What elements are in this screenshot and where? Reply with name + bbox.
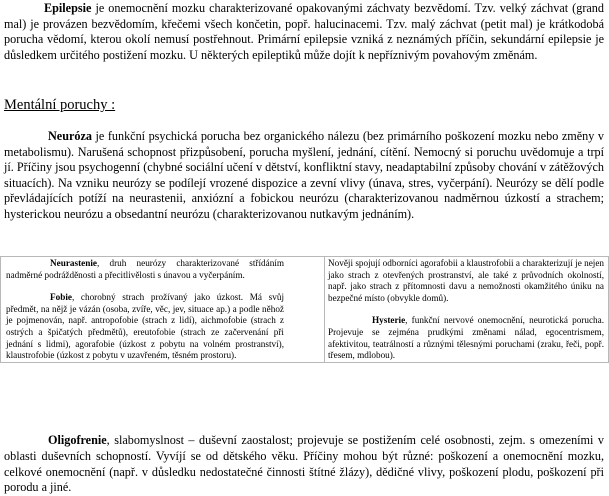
section-heading: Mentální poruchy : [4,97,116,113]
left-column [1,257,325,363]
paragraph-fobie [6,292,284,362]
paragraph-epilepsie [4,1,604,63]
oligofrenie-text: , slabomyslnost – duševní zaostalost; projevuje se postižením celé osobnosti, zejm. s omezeními v oblasti duševních schopností. Vyvíjí se od dětského věku. Příčiny mohou být různé: poškození a onemocnění mozku, celkové onemocnění (např. v důsledku nedostatečné činnosti štítné žlázy), dědičné vlivy, poškození plodu, poškození při porodu a jiné. [4,433,604,495]
two-column-table [0,256,609,363]
epilepsie-text: je onemocnění mozku charakterizované opakovanými záchvaty bezvědomí. Tzv. velký záchvat (grand mal) je provázen bezvědomím, křečemi všech končetin, popř. halucinacemi. Tzv. malý záchvat (petit mal) je krátkodobá porucha vědomí, kterou okolí nemusí postřehnout. Primární epilepsie vzniká z neznámých příčin, sekundární epilepsie je důsledkem určitého postižení mozku. U některých epileptiků může dojít k nepříznivým povahovým změnám. [4,1,604,62]
neuroza-text: je funkční psychická porucha bez organického nálezu (bez primárního poškození mozku nebo změny v metabolismu). Narušená schopnost přizpůsobení, porucha myšlení, jednání, cítění. Nemocný si poruchu uvědomuje a trpí jí. Příčiny jsou psychogenní (chybné sociální učení v dětství, konfliktní stavy, neadaptabilní způsoby chování v zátěžových situacích). Na vzniku neurózy se podílejí vrozené dispozice a zevní vlivy (únava, stres, vyčerpání). Neurózy se dělí podle převládajících potíží na neurastenii, anxiózní a fobickou neurózu (charakterizovanou nadměrnou úzkostí a strachem; hysterickou neurózu a obsedantní neurózu (charakterizovanou nutkavým jednáním). [4,129,604,221]
term-neurastenie: Neurastenie [50,258,97,268]
paragraph-neuroza [4,129,604,223]
right-column [325,257,609,363]
term-oligofrenie: Oligofrenie [48,433,107,447]
neurastenie-text: , druh neurózy charakterizované střídáním nadměrné podrážděnosti a přecitlivělosti s únavou a vyčerpáním. [6,258,284,280]
hysterie-text: , funkční nervové onemocnění, neurotická porucha. Projevuje se zejména prudkými změnami nálad, egocentrismem, afektivitou, teatrálností a různými tělesnými poruchami (zraku, řeči, popř. třesem, mdlobou). [328,315,604,361]
paragraph-oligofrenie [4,433,604,496]
fobie-text: , chorobný strach prožívaný jako úzkost. Má svůj předmět, na nějž je vázán (osoba, zvíře, věc, jev, situace ap.) a podle něhož je pojmenován, např. antropofobie (strach z lidí), aichmofobie (strach z ostrých a špičatých předmětů), ereutofobie (strach ze začervenání při jednání s lidmi), agorafobie (úzkost z pobytu na volném prostranství), klaustrofobie (úzkost z pobytu v uzavřeném, těsném prostoru). [6,292,284,361]
term-epilepsie: Epilepsie [44,1,92,15]
term-fobie: Fobie [50,292,72,303]
term-neuroza: Neuróza [48,129,92,143]
paragraph-hysterie [328,315,604,361]
term-hysterie: Hysterie [372,315,406,326]
paragraph-agorafobie-intro: Nověji spojují odborníci agorafobii a klaustrofobii a charakterizují je nejen jako strach z otevřených prostranství, ale také z průvodních okolností, např. jako strach z přítomnosti davu a nemožnosti okamžitého úniku na bezpečné místo (obvykle domů). [328,258,604,303]
paragraph-neurastenie [6,258,284,281]
